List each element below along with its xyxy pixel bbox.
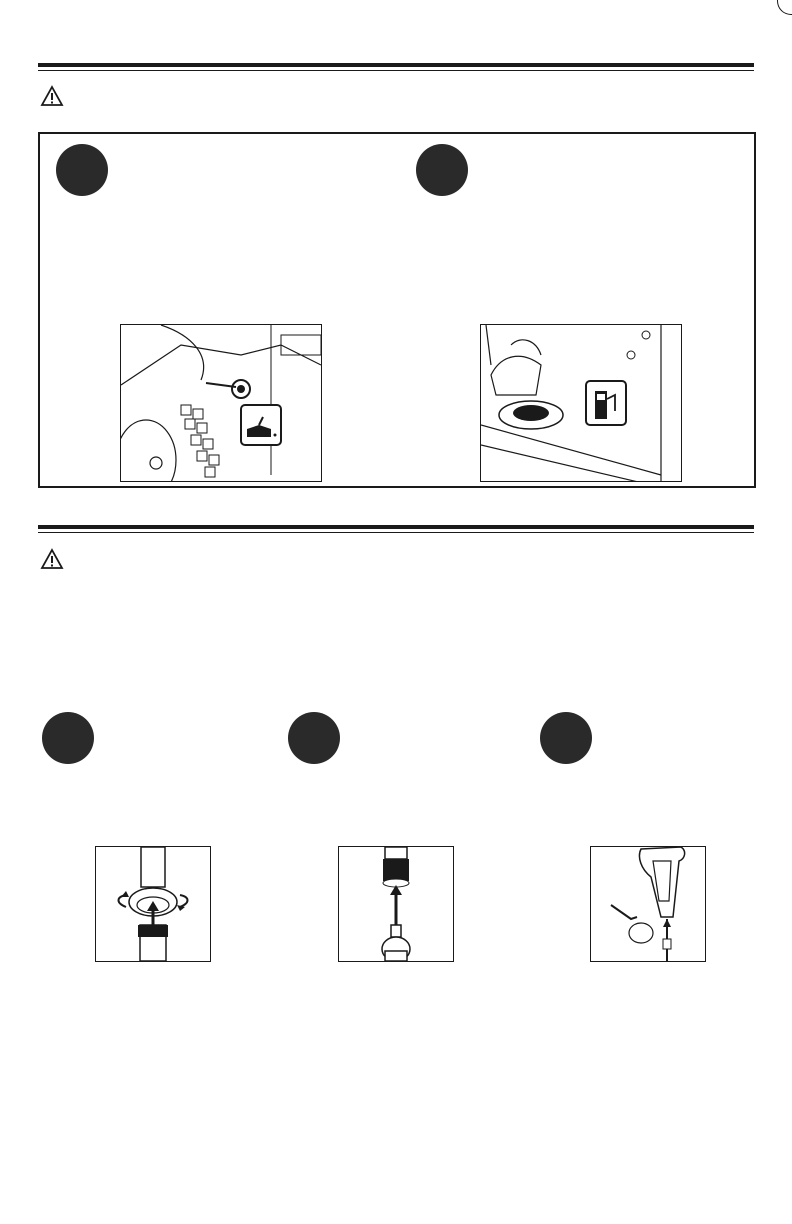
warning-triangle-icon <box>40 85 64 107</box>
step-badge <box>42 712 94 764</box>
fuel-fill-illustration <box>480 324 682 482</box>
step-badge <box>288 712 340 764</box>
step-badge <box>56 144 108 196</box>
step-badge <box>416 144 468 196</box>
section-rule-bottom-thin <box>38 532 754 533</box>
spray-gun-illustration <box>590 846 706 962</box>
oil-fill-illustration <box>120 324 322 482</box>
steps-panel <box>38 132 756 488</box>
hose-connect-illustration <box>95 846 211 962</box>
quick-connect-illustration <box>338 846 454 962</box>
section-rule-bottom <box>38 525 754 529</box>
warning-triangle-icon <box>40 548 64 570</box>
step-badge <box>540 712 592 764</box>
section-rule-top <box>38 63 754 67</box>
page-corner-mark <box>777 0 792 15</box>
section-rule-top-thin <box>38 70 754 71</box>
